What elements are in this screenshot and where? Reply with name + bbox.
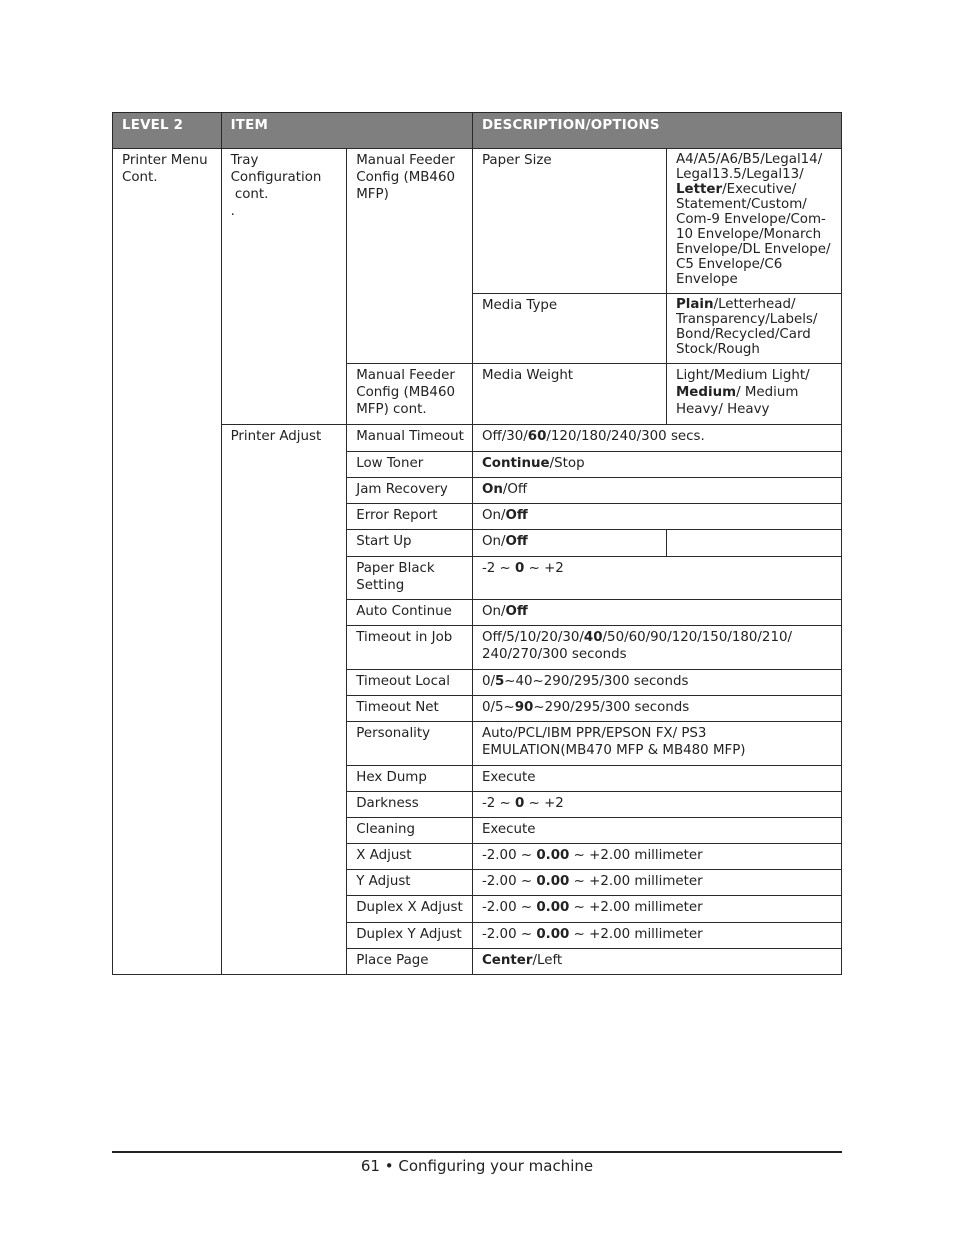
media-weight-default: Medium <box>675 385 737 400</box>
adjust-item-label: Paper Black Setting <box>347 557 473 600</box>
options-post: ~290/295/300 seconds <box>533 700 690 715</box>
adjust-item-label: Y Adjust <box>347 870 473 896</box>
table-row <box>113 149 842 294</box>
options-bold: 60 <box>527 429 547 444</box>
options-pre: On/ <box>481 534 506 549</box>
options-pre: Off/5/10/20/30/ <box>481 630 584 645</box>
options-post: ~ +2.00 millimeter <box>569 900 703 915</box>
adjust-item-label: Manual Timeout <box>347 425 473 452</box>
media-weight-options <box>666 364 841 425</box>
adjust-item-label: Low Toner <box>347 452 473 478</box>
level2-cell: Printer Menu Cont. <box>113 149 222 975</box>
options-post: ~ +2.00 millimeter <box>569 874 703 889</box>
adjust-item-options <box>472 600 841 626</box>
adjust-item-options <box>472 670 841 696</box>
media-weight-pre: Light/Medium Light/ <box>675 368 810 383</box>
options-bold: Off <box>505 604 528 619</box>
adjust-item-options <box>472 722 841 766</box>
options-post: /50/60/90/120/150/180/210/ 240/270/300 seconds <box>481 630 792 662</box>
adjust-item-options <box>472 626 841 670</box>
options-post: /120/180/240/300 secs. <box>546 429 705 444</box>
adjust-item-label: Duplex Y Adjust <box>347 923 473 949</box>
header-item: ITEM <box>221 113 472 149</box>
printer-menu-table <box>112 112 842 975</box>
options-bold: Center <box>481 953 533 968</box>
page-footer <box>0 1156 954 1176</box>
options-bold: Off <box>505 534 528 549</box>
options-bold: 90 <box>514 700 534 715</box>
page-number: 61 <box>360 1157 380 1175</box>
options-pre: Auto/PCL/IBM PPR/EPSON FX/ PS3 EMULATION(MB470 MFP & MB480 MFP) <box>481 726 746 758</box>
adjust-item-label: Duplex X Adjust <box>347 896 473 923</box>
adjust-item-options <box>472 870 841 896</box>
options-post: ~ +2 <box>524 561 564 576</box>
paper-size-pre: A4/A5/A6/B5/Legal14/ Legal13.5/Legal13/ <box>675 152 823 182</box>
adjust-item-label: Timeout Net <box>347 696 473 722</box>
options-pre: Execute <box>481 822 536 837</box>
adjust-item-label: Timeout in Job <box>347 626 473 670</box>
tray-label-line2: Configuration <box>230 170 322 185</box>
adjust-item-options <box>472 844 841 870</box>
options-bold: 0 <box>515 796 525 811</box>
options-pre: On/ <box>481 604 506 619</box>
adjust-item-label: Personality <box>347 722 473 766</box>
options-bold: 5 <box>494 674 505 689</box>
options-post: ~ +2.00 millimeter <box>569 927 703 942</box>
options-pre: -2 ~ <box>481 796 516 811</box>
adjust-item-options <box>472 696 841 722</box>
options-bold: 0 <box>515 561 525 576</box>
adjust-item-label: Auto Continue <box>347 600 473 626</box>
adjust-item-options <box>472 949 841 975</box>
paper-size-label: Paper Size <box>472 149 666 294</box>
adjust-item-label: X Adjust <box>347 844 473 870</box>
media-type-default: Plain <box>675 297 714 312</box>
tray-config-cell <box>221 149 347 425</box>
options-pre: On/ <box>481 508 506 523</box>
options-bold: On <box>481 482 503 497</box>
options-bold: Off <box>505 508 528 523</box>
options-pre: 0/ <box>481 674 495 689</box>
options-pre: -2.00 ~ <box>481 927 537 942</box>
adjust-item-label: Timeout Local <box>347 670 473 696</box>
options-pre: Execute <box>481 770 536 785</box>
adjust-item-label: Start Up <box>347 530 473 557</box>
footer-bullet: • <box>384 1157 394 1175</box>
empty-cell <box>666 530 841 557</box>
header-description: DESCRIPTION/OPTIONS <box>472 113 841 149</box>
options-bold: 0.00 <box>536 874 570 889</box>
tray-label-line1: Tray <box>230 153 259 168</box>
adjust-item-label: Hex Dump <box>347 766 473 792</box>
tray-label-line3: cont. <box>230 187 269 202</box>
tray-label-line4: . <box>230 204 235 219</box>
adjust-item-options <box>472 896 841 923</box>
options-pre: -2.00 ~ <box>481 874 537 889</box>
media-weight-label: Media Weight <box>472 364 666 425</box>
media-type-options <box>666 294 841 364</box>
options-pre: 0/5~ <box>481 700 515 715</box>
table-header-row <box>113 113 842 149</box>
footer-rule <box>112 1151 842 1153</box>
adjust-item-label: Darkness <box>347 792 473 818</box>
header-level2: LEVEL 2 <box>113 113 222 149</box>
options-post: ~ +2 <box>524 796 564 811</box>
adjust-item-options <box>472 818 841 844</box>
paper-size-default: Letter <box>675 182 723 197</box>
adjust-item-label: Cleaning <box>347 818 473 844</box>
footer-section: Configuring your machine <box>398 1157 594 1175</box>
options-pre: -2.00 ~ <box>481 900 537 915</box>
options-post: /Off <box>502 482 528 497</box>
options-bold: 0.00 <box>536 927 570 942</box>
table-row <box>113 425 842 452</box>
adjust-item-label: Place Page <box>347 949 473 975</box>
media-type-post: /Letterhead/ Transparency/Labels/ Bond/Recycled/Card Stock/Rough <box>675 297 818 357</box>
adjust-item-options <box>472 530 666 557</box>
adjust-item-label: Error Report <box>347 504 473 530</box>
adjust-item-options <box>472 792 841 818</box>
options-post: /Left <box>532 953 563 968</box>
options-bold: 0.00 <box>536 848 570 863</box>
options-bold: Continue <box>481 456 550 471</box>
adjust-item-options <box>472 478 841 504</box>
paper-size-options <box>666 149 841 294</box>
paper-size-post: /Executive/ Statement/Custom/ Com-9 Envelope/Com-10 Envelope/Monarch Envelope/DL Envelope/ C5 Envelope/C6 Envelope <box>675 182 831 287</box>
options-post: /Stop <box>549 456 585 471</box>
adjust-item-options <box>472 923 841 949</box>
options-post: ~40~290/295/300 seconds <box>504 674 689 689</box>
options-pre: Off/30/ <box>481 429 528 444</box>
options-bold: 0.00 <box>536 900 570 915</box>
media-type-label: Media Type <box>472 294 666 364</box>
adjust-item-options <box>472 504 841 530</box>
adjust-item-label: Jam Recovery <box>347 478 473 504</box>
manual-feeder-config-cell: Manual Feeder Config (MB460 MFP) <box>347 149 473 364</box>
table-body <box>113 149 842 975</box>
adjust-item-options <box>472 425 841 452</box>
options-bold: 40 <box>583 630 603 645</box>
adjust-item-options <box>472 452 841 478</box>
options-pre: -2 ~ <box>481 561 516 576</box>
media-weight-post: / Medium Heavy/ Heavy <box>675 385 799 417</box>
printer-adjust-cell: Printer Adjust <box>221 425 347 975</box>
manual-feeder-config-cont-cell: Manual Feeder Config (MB460 MFP) cont. <box>347 364 473 425</box>
options-post: ~ +2.00 millimeter <box>569 848 703 863</box>
adjust-item-options <box>472 557 841 600</box>
options-pre: -2.00 ~ <box>481 848 537 863</box>
adjust-item-options <box>472 766 841 792</box>
